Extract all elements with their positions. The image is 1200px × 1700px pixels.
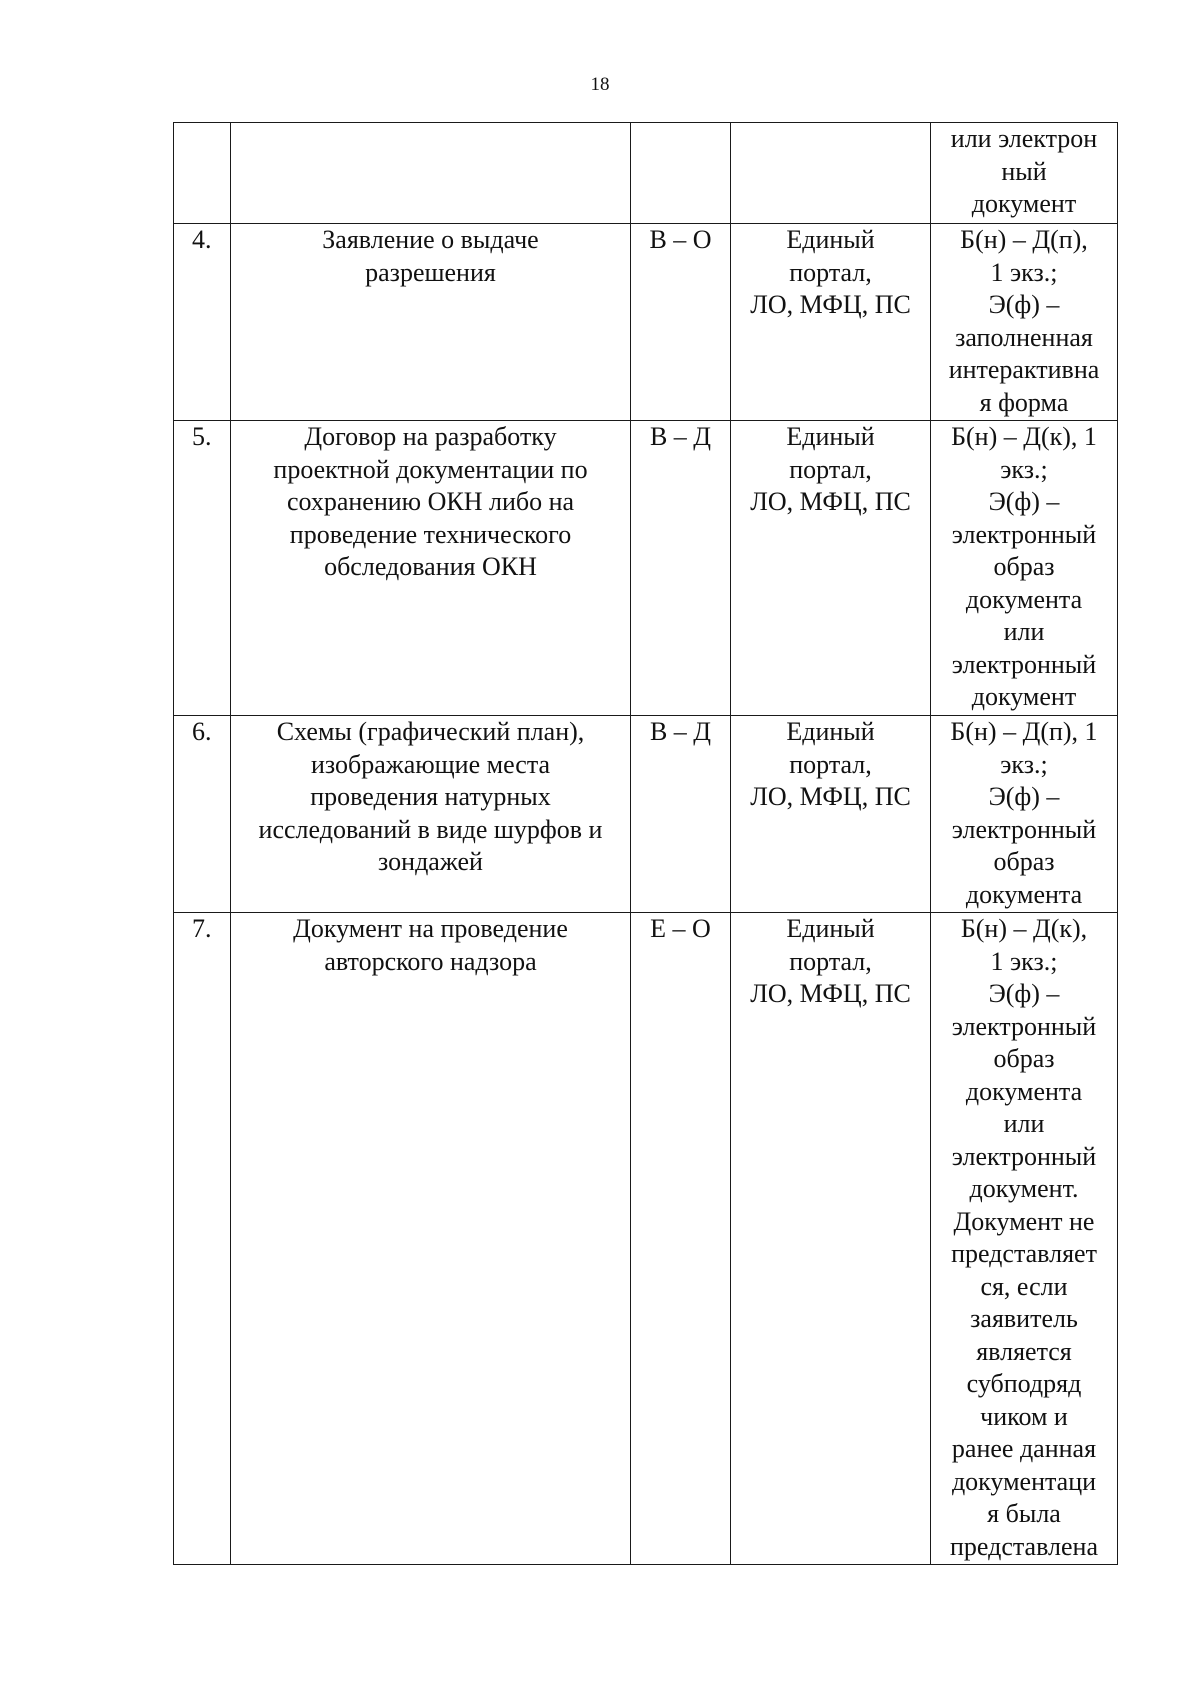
documents-table bbox=[173, 122, 1118, 1565]
row-number: 7. bbox=[192, 914, 212, 943]
document-form-line: я была bbox=[987, 1499, 1061, 1528]
table-row bbox=[174, 913, 1118, 1565]
document-form-line: интерактивна bbox=[948, 355, 1100, 384]
document-form-line: является bbox=[976, 1336, 1072, 1366]
document-form-line: ся, если bbox=[980, 1271, 1068, 1301]
document-name-line: Документ на проведение bbox=[293, 914, 568, 943]
document-form-line: или bbox=[1003, 1109, 1045, 1138]
document-name-line: Заявление о выдаче bbox=[322, 225, 539, 254]
row-number-cell bbox=[174, 913, 231, 1565]
document-name-line: проведение технического bbox=[289, 519, 572, 549]
row-number: 5. bbox=[192, 422, 212, 451]
category-code-cell bbox=[631, 224, 731, 421]
submission-channel-cell bbox=[731, 716, 931, 913]
document-form-cell bbox=[931, 421, 1118, 716]
submission-channel-line: портал, bbox=[789, 749, 872, 779]
row-number-cell bbox=[174, 123, 231, 224]
document-name-line: проектной документации по bbox=[273, 454, 588, 484]
category-code-cell bbox=[631, 716, 731, 913]
submission-channel-line: Единый bbox=[786, 422, 875, 451]
table-row bbox=[174, 421, 1118, 716]
row-number: 6. bbox=[192, 717, 212, 746]
document-form-cell bbox=[931, 716, 1118, 913]
row-number-cell bbox=[174, 716, 231, 913]
table-row bbox=[174, 716, 1118, 913]
document-form-line: 1 экз.; bbox=[990, 257, 1058, 287]
submission-channel-line: ЛО, МФЦ, ПС bbox=[750, 782, 911, 811]
document-form-line: представляет bbox=[951, 1239, 1097, 1268]
document-name-line: изображающие места bbox=[310, 749, 551, 779]
document-form-line: заполненная bbox=[955, 322, 1093, 352]
submission-channel-cell bbox=[731, 123, 931, 224]
document-form-cell bbox=[931, 224, 1118, 421]
document-form-cell bbox=[931, 913, 1118, 1565]
document-form-line: документа bbox=[965, 879, 1083, 909]
document-form-line: ранее данная bbox=[951, 1434, 1097, 1463]
document-name-cell bbox=[231, 913, 631, 1565]
submission-channel-cell bbox=[731, 224, 931, 421]
document-form-line: Э(ф) – bbox=[988, 782, 1060, 811]
document-form-line: ный bbox=[1001, 156, 1047, 186]
document-form-line: Э(ф) – bbox=[988, 487, 1060, 516]
row-number-cell bbox=[174, 421, 231, 716]
document-form-line: электронный bbox=[951, 519, 1097, 549]
document-form-line: Э(ф) – bbox=[988, 290, 1060, 319]
document-form-line: Б(н) – Д(к), bbox=[960, 914, 1088, 943]
document-name-line: сохранению ОКН либо на bbox=[286, 487, 575, 516]
document-name-cell bbox=[231, 123, 631, 224]
document-name-line: Договор на разработку bbox=[304, 422, 557, 451]
category-code: В – Д bbox=[649, 717, 712, 746]
category-code: В – О bbox=[649, 225, 712, 254]
document-name-line: проведения натурных bbox=[310, 782, 551, 811]
document-name-line: обследования ОКН bbox=[324, 552, 537, 581]
submission-channel-line: Единый bbox=[786, 914, 875, 943]
document-form-line: образ bbox=[993, 847, 1055, 876]
document-form-line: образ bbox=[993, 552, 1055, 581]
submission-channel-line: ЛО, МФЦ, ПС bbox=[750, 290, 911, 319]
document-form-line: электронный bbox=[951, 814, 1097, 844]
document-form-line: 1 экз.; bbox=[990, 946, 1058, 976]
document-form-line: представлена bbox=[949, 1531, 1098, 1561]
row-number: 4. bbox=[192, 225, 212, 254]
document-form-line: экз.; bbox=[1000, 454, 1048, 484]
category-code: Е – О bbox=[650, 914, 711, 943]
document-form-line: документ bbox=[971, 682, 1077, 711]
document-name-cell bbox=[231, 224, 631, 421]
submission-channel-line: портал, bbox=[789, 257, 872, 287]
document-form-line: или bbox=[1003, 617, 1045, 646]
document-name-cell bbox=[231, 421, 631, 716]
submission-channel-cell bbox=[731, 913, 931, 1565]
row-number-cell bbox=[174, 224, 231, 421]
category-code-cell bbox=[631, 123, 731, 224]
document-form-line: или электрон bbox=[950, 124, 1098, 153]
document-form-line: документ bbox=[971, 189, 1077, 218]
document-form-line: я форма bbox=[979, 387, 1069, 417]
document-form-line: образ bbox=[993, 1044, 1055, 1073]
document-form-line: электронный bbox=[951, 649, 1097, 679]
document-form-line: документаци bbox=[951, 1466, 1097, 1496]
document-form-line: электронный bbox=[951, 1011, 1097, 1041]
document-name-line: авторского надзора bbox=[324, 946, 537, 976]
document-form-line: экз.; bbox=[1000, 749, 1048, 779]
document-name-line: разрешения bbox=[365, 257, 496, 287]
page-number: 18 bbox=[590, 74, 610, 95]
submission-channel-line: портал, bbox=[789, 454, 872, 484]
document-form-line: чиком и bbox=[980, 1401, 1068, 1431]
document-form-line: Б(н) – Д(к), 1 bbox=[951, 422, 1097, 451]
document-form-line: Документ не bbox=[953, 1206, 1095, 1236]
document-name-line: исследований в виде шурфов и bbox=[258, 814, 603, 844]
document-form-line: документа bbox=[965, 1076, 1083, 1106]
submission-channel-line: ЛО, МФЦ, ПС bbox=[750, 487, 911, 516]
submission-channel-line: портал, bbox=[789, 946, 872, 976]
submission-channel-line: Единый bbox=[786, 717, 875, 746]
document-form-line: Б(н) – Д(п), 1 bbox=[950, 717, 1098, 746]
document-form-line: документ. bbox=[969, 1174, 1079, 1203]
document-form-line: субподряд bbox=[966, 1369, 1082, 1398]
category-code-cell bbox=[631, 421, 731, 716]
document-form-line: Б(н) – Д(п), bbox=[960, 225, 1088, 254]
document-name-cell bbox=[231, 716, 631, 913]
category-code-cell bbox=[631, 913, 731, 1565]
submission-channel-line: ЛО, МФЦ, ПС bbox=[750, 979, 911, 1008]
document-name-line: зондажей bbox=[378, 847, 483, 876]
document-form-cell bbox=[931, 123, 1118, 224]
documents-table-body bbox=[174, 123, 1118, 1565]
category-code: В – Д bbox=[649, 422, 712, 451]
table-row bbox=[174, 123, 1118, 224]
document-name-line: Схемы (графический план), bbox=[276, 717, 585, 746]
submission-channel-line: Единый bbox=[786, 225, 875, 254]
table-row bbox=[174, 224, 1118, 421]
document-form-line: Э(ф) – bbox=[988, 979, 1060, 1008]
document-form-line: электронный bbox=[951, 1141, 1097, 1171]
submission-channel-cell bbox=[731, 421, 931, 716]
document-form-line: документа bbox=[965, 584, 1083, 614]
document-form-line: заявитель bbox=[970, 1304, 1078, 1333]
